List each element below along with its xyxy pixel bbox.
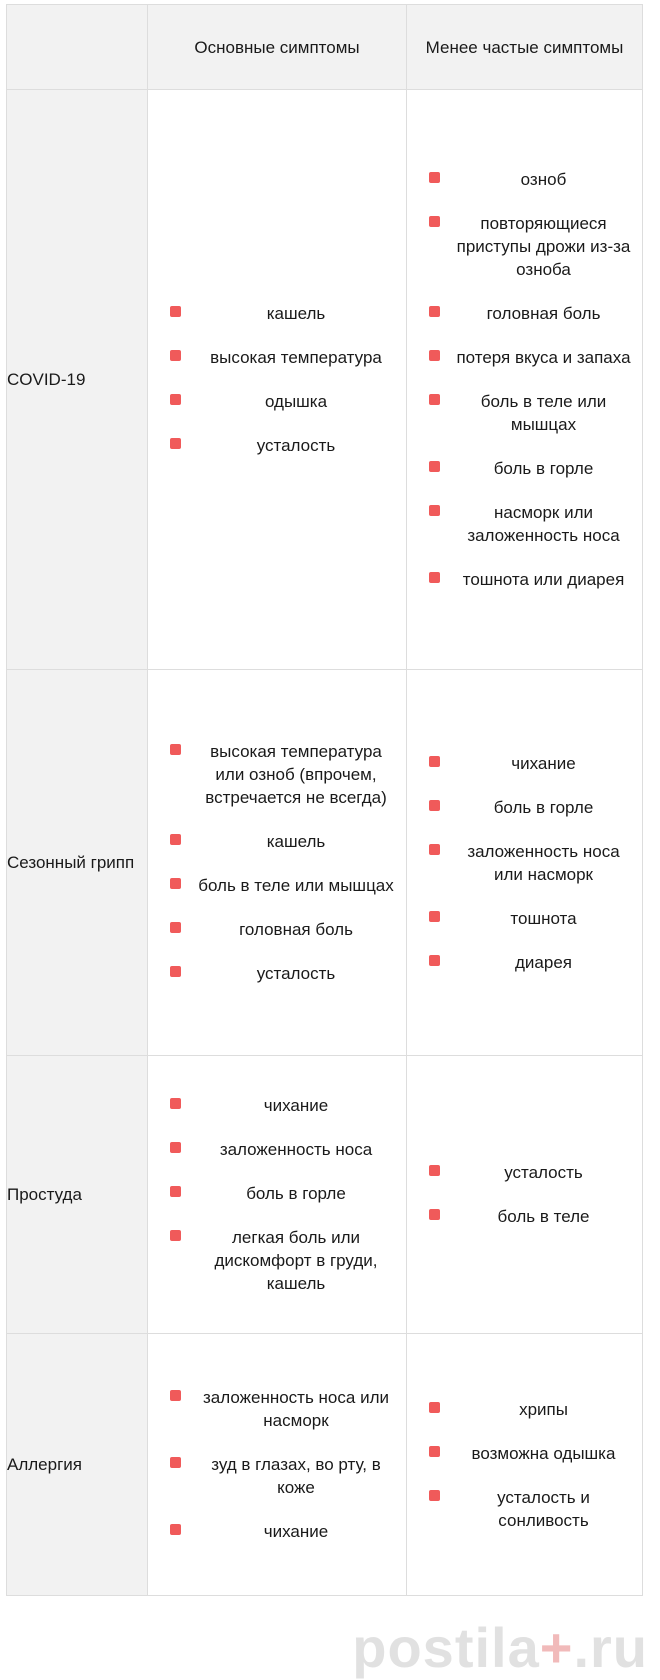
symptom-item (429, 752, 632, 775)
symptom-item (429, 212, 632, 281)
symptom-text: головная боль (486, 304, 601, 323)
bullet-icon (429, 844, 440, 855)
symptom-item (170, 962, 396, 985)
symptom-text: хрипы (519, 1399, 568, 1419)
symptom-list (148, 1094, 406, 1295)
main-symptoms-cell (148, 1056, 407, 1334)
symptom-text: боль в горле (493, 459, 594, 478)
less-common-symptoms-cell (407, 1334, 643, 1596)
bullet-icon (429, 756, 440, 767)
symptom-item (429, 457, 632, 480)
bullet-icon (170, 1524, 181, 1535)
bullet-icon (429, 505, 440, 516)
symptom-text: усталость (256, 964, 336, 983)
bullet-icon (429, 1402, 440, 1413)
bullet-icon (429, 216, 440, 227)
header-main-symptoms: Основные симптомы (148, 5, 407, 90)
symptom-list (407, 752, 642, 974)
disease-name-cell: Аллергия (7, 1334, 148, 1596)
symptom-item (170, 1520, 396, 1543)
symptom-text: боль в горле (493, 797, 594, 817)
symptom-text: чихание (263, 1096, 329, 1115)
symptom-item (170, 1138, 396, 1161)
symptom-item (429, 346, 632, 369)
bullet-icon (170, 1098, 181, 1109)
symptom-text: высокая температура (210, 348, 382, 367)
symptom-item (170, 302, 396, 325)
symptom-text: тошнота или диарея (462, 570, 625, 589)
symptom-item (429, 390, 632, 436)
symptom-text: кашель (266, 304, 326, 323)
bullet-icon (429, 572, 440, 583)
symptom-item (429, 501, 632, 547)
symptom-item (170, 1226, 396, 1295)
symptom-item (429, 1398, 632, 1421)
symptom-item (429, 1442, 632, 1465)
bullet-icon (429, 306, 440, 317)
bullet-icon (170, 438, 181, 449)
symptom-item (170, 874, 396, 897)
row-covid19 (7, 90, 643, 670)
disease-name-cell: Простуда (7, 1056, 148, 1334)
symptom-item (429, 1205, 632, 1228)
symptom-text: головная боль (239, 920, 353, 939)
symptom-item (170, 1182, 396, 1205)
bullet-icon (170, 878, 181, 889)
symptom-text: одышка (264, 392, 328, 411)
symptom-text: кашель (266, 832, 326, 851)
symptom-text: возможна одышка (471, 1443, 616, 1463)
symptom-text: озноб (520, 170, 567, 189)
bullet-icon (170, 966, 181, 977)
symptom-text: заложенность носа или насморк (467, 841, 620, 884)
main-symptoms-cell (148, 90, 407, 670)
bullet-icon (429, 172, 440, 183)
symptom-list (148, 302, 406, 457)
header-empty-cell (7, 5, 148, 90)
bullet-icon (429, 800, 440, 811)
symptom-text: диарея (515, 952, 572, 972)
bullet-icon (429, 1165, 440, 1176)
symptom-item (170, 918, 396, 941)
bullet-icon (170, 394, 181, 405)
symptom-text: насморк или заложенность носа (467, 503, 620, 545)
bullet-icon (429, 461, 440, 472)
symptom-text: боль в теле (497, 1207, 590, 1226)
symptom-list (148, 740, 406, 985)
symptom-text: боль в горле (246, 1184, 346, 1203)
symptom-item (429, 951, 632, 974)
symptom-text: тошнота (510, 908, 577, 928)
symptom-item (170, 346, 396, 369)
symptom-item (429, 907, 632, 930)
symptom-text: боль в теле или мышцах (198, 876, 394, 895)
bullet-icon (170, 1186, 181, 1197)
symptom-item (170, 390, 396, 413)
watermark-logo: postila+.ru (352, 1616, 648, 1679)
bullet-icon (170, 834, 181, 845)
symptom-item (429, 568, 632, 591)
symptom-list (407, 1398, 642, 1532)
symptom-text: потеря вкуса и запаха (456, 348, 631, 367)
header-less-common-symptoms: Менее частые симптомы (407, 5, 643, 90)
symptom-item (170, 1453, 396, 1499)
bullet-icon (429, 1490, 440, 1501)
bullet-icon (170, 744, 181, 755)
symptom-list (407, 1161, 642, 1228)
symptom-item (170, 740, 396, 809)
symptom-text: усталость (256, 436, 336, 455)
symptom-list (148, 1386, 406, 1543)
bullet-icon (170, 306, 181, 317)
symptom-list (407, 168, 642, 591)
symptom-item (429, 1486, 632, 1532)
less-common-symptoms-cell (407, 1056, 643, 1334)
header-row (7, 5, 643, 90)
symptom-text: боль в теле или мышцах (480, 392, 607, 434)
symptom-item (429, 168, 632, 191)
bullet-icon (429, 955, 440, 966)
bullet-icon (170, 1230, 181, 1241)
symptom-text: заложенность носа (219, 1140, 373, 1159)
bullet-icon (429, 1209, 440, 1220)
main-symptoms-cell (148, 1334, 407, 1596)
symptom-item (170, 1386, 396, 1432)
less-common-symptoms-cell (407, 90, 643, 670)
row-common-cold (7, 1056, 643, 1334)
bullet-icon (170, 1457, 181, 1468)
bullet-icon (170, 922, 181, 933)
bullet-icon (429, 394, 440, 405)
less-common-symptoms-cell (407, 670, 643, 1056)
symptom-item (429, 840, 632, 886)
symptom-text: легкая боль или дискомфорт в груди, кашель (214, 1228, 378, 1293)
disease-name-cell: COVID-19 (7, 90, 148, 670)
bullet-icon (429, 911, 440, 922)
disease-name-cell: Сезонный грипп (7, 670, 148, 1056)
symptoms-table (6, 4, 643, 1596)
symptom-item (170, 434, 396, 457)
main-symptoms-cell (148, 670, 407, 1056)
symptom-text: усталость (504, 1163, 583, 1182)
symptom-item (429, 1161, 632, 1184)
bullet-icon (170, 350, 181, 361)
symptom-text: высокая температура или озноб (впрочем, встречается не всегда) (205, 742, 387, 807)
bullet-icon (429, 1446, 440, 1457)
symptom-text: усталость и сонливость (497, 1487, 590, 1530)
symptom-text: заложенность носа или насморк (203, 1388, 389, 1430)
row-allergy (7, 1334, 643, 1596)
bullet-icon (170, 1142, 181, 1153)
row-seasonal-flu (7, 670, 643, 1056)
symptom-item (170, 830, 396, 853)
symptom-text: зуд в глазах, во рту, в коже (211, 1455, 381, 1497)
bullet-icon (170, 1390, 181, 1401)
symptom-item (429, 302, 632, 325)
symptom-item (170, 1094, 396, 1117)
symptom-text: чихание (263, 1522, 329, 1541)
symptom-text: чихание (511, 753, 576, 773)
symptom-item (429, 796, 632, 819)
bullet-icon (429, 350, 440, 361)
symptom-text: повторяющиеся приступы дрожи из-за озноба (456, 214, 631, 279)
